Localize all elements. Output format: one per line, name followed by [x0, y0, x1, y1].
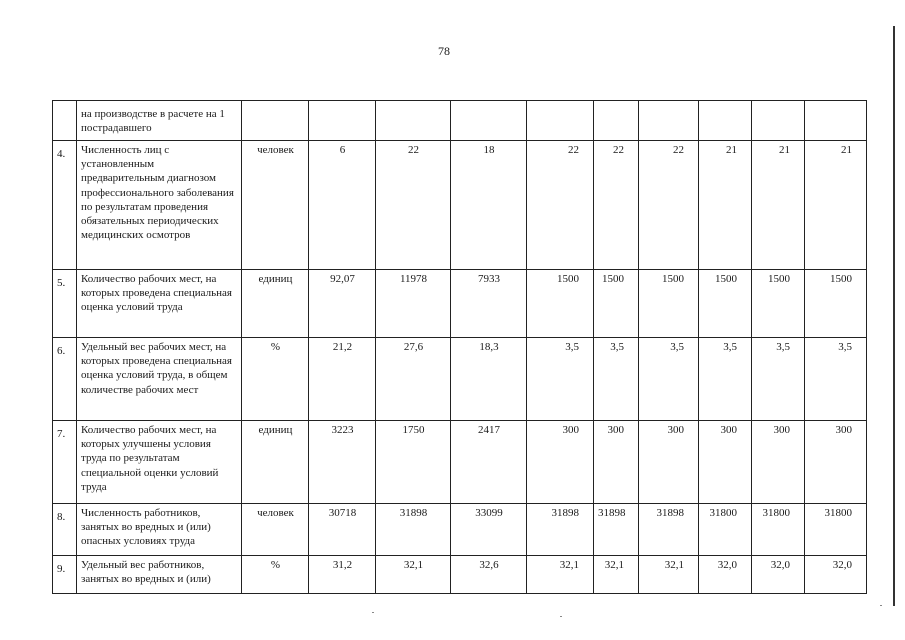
value-cell: 32,1: [594, 556, 639, 594]
indicator-name: Количество рабочих мест, на которых улучшены условия труда по результатам специальной оценки условий труда: [77, 421, 242, 504]
unit-cell: единиц: [242, 421, 309, 504]
value-cell: 300: [699, 421, 752, 504]
value-cell: 300: [527, 421, 594, 504]
value-cell: 300: [594, 421, 639, 504]
table-row: [53, 338, 867, 421]
value-cell: [527, 101, 594, 141]
value-cell: 31,2: [309, 556, 376, 594]
value-cell: 300: [752, 421, 805, 504]
value-cell: [699, 101, 752, 141]
value-cell: 32,6: [451, 556, 527, 594]
row-number: 4.: [53, 141, 77, 270]
table-row: [53, 556, 867, 594]
indicators-table: [52, 100, 867, 594]
value-cell: 21,2: [309, 338, 376, 421]
value-cell: 32,1: [639, 556, 699, 594]
value-cell: 300: [805, 421, 867, 504]
scan-speck: [560, 616, 562, 617]
table-row: [53, 270, 867, 338]
value-cell: 31800: [752, 504, 805, 556]
value-cell: 3223: [309, 421, 376, 504]
value-cell: 7933: [451, 270, 527, 338]
value-cell: 31800: [805, 504, 867, 556]
value-cell: 3,5: [639, 338, 699, 421]
page-edge-line: [893, 26, 895, 606]
value-cell: 27,6: [376, 338, 451, 421]
value-cell: 11978: [376, 270, 451, 338]
value-cell: 21: [699, 141, 752, 270]
indicator-name: Численность лиц с установленным предварительным диагнозом профессионального заболевания по результатам проведения обязательных периодических медицинских осмотров: [77, 141, 242, 270]
row-number: 9.: [53, 556, 77, 594]
value-cell: 300: [639, 421, 699, 504]
value-cell: 18: [451, 141, 527, 270]
value-cell: 1500: [752, 270, 805, 338]
value-cell: 18,3: [451, 338, 527, 421]
value-cell: 22: [527, 141, 594, 270]
value-cell: 21: [752, 141, 805, 270]
value-cell: [451, 101, 527, 141]
value-cell: 22: [376, 141, 451, 270]
row-number: 8.: [53, 504, 77, 556]
indicator-name: Удельный вес рабочих мест, на которых проведена специальная оценка условий труда, в общем количестве рабочих мест: [77, 338, 242, 421]
value-cell: [594, 101, 639, 141]
value-cell: 1750: [376, 421, 451, 504]
row-number: 5.: [53, 270, 77, 338]
page-number: 78: [438, 44, 450, 58]
value-cell: 3,5: [527, 338, 594, 421]
value-cell: 1500: [594, 270, 639, 338]
value-cell: [376, 101, 451, 141]
indicator-name: Количество рабочих мест, на которых проведена специальная оценка условий труда: [77, 270, 242, 338]
unit-cell: %: [242, 338, 309, 421]
value-cell: 1500: [639, 270, 699, 338]
value-cell: 31898: [376, 504, 451, 556]
value-cell: 22: [639, 141, 699, 270]
value-cell: [309, 101, 376, 141]
value-cell: 32,0: [805, 556, 867, 594]
scan-speck: [372, 612, 374, 613]
value-cell: 3,5: [594, 338, 639, 421]
value-cell: 32,1: [376, 556, 451, 594]
value-cell: 32,0: [699, 556, 752, 594]
unit-cell: [242, 101, 309, 141]
value-cell: 1500: [699, 270, 752, 338]
value-cell: 31800: [699, 504, 752, 556]
value-cell: 1500: [805, 270, 867, 338]
value-cell: 21: [805, 141, 867, 270]
table-row: [53, 101, 867, 141]
value-cell: 3,5: [752, 338, 805, 421]
value-cell: 30718: [309, 504, 376, 556]
value-cell: [639, 101, 699, 141]
value-cell: 31898: [639, 504, 699, 556]
value-cell: 2417: [451, 421, 527, 504]
value-cell: 31898: [594, 504, 639, 556]
indicator-name: Удельный вес работников, занятых во вредных и (или): [77, 556, 242, 594]
table-row: [53, 141, 867, 270]
unit-cell: человек: [242, 504, 309, 556]
value-cell: 3,5: [699, 338, 752, 421]
table-body: [53, 101, 867, 594]
unit-cell: %: [242, 556, 309, 594]
value-cell: 6: [309, 141, 376, 270]
value-cell: 3,5: [805, 338, 867, 421]
value-cell: 1500: [527, 270, 594, 338]
value-cell: 33099: [451, 504, 527, 556]
value-cell: [805, 101, 867, 141]
value-cell: 92,07: [309, 270, 376, 338]
unit-cell: единиц: [242, 270, 309, 338]
table-row: [53, 421, 867, 504]
indicator-name: на производстве в расчете на 1 пострадавшего: [77, 101, 242, 141]
value-cell: 32,0: [752, 556, 805, 594]
unit-cell: человек: [242, 141, 309, 270]
row-number: [53, 101, 77, 141]
value-cell: 31898: [527, 504, 594, 556]
value-cell: 22: [594, 141, 639, 270]
value-cell: 32,1: [527, 556, 594, 594]
row-number: 6.: [53, 338, 77, 421]
row-number: 7.: [53, 421, 77, 504]
table-row: [53, 504, 867, 556]
scan-speck: [880, 605, 882, 606]
indicator-name: Численность работников, занятых во вредных и (или) опасных условиях труда: [77, 504, 242, 556]
value-cell: [752, 101, 805, 141]
